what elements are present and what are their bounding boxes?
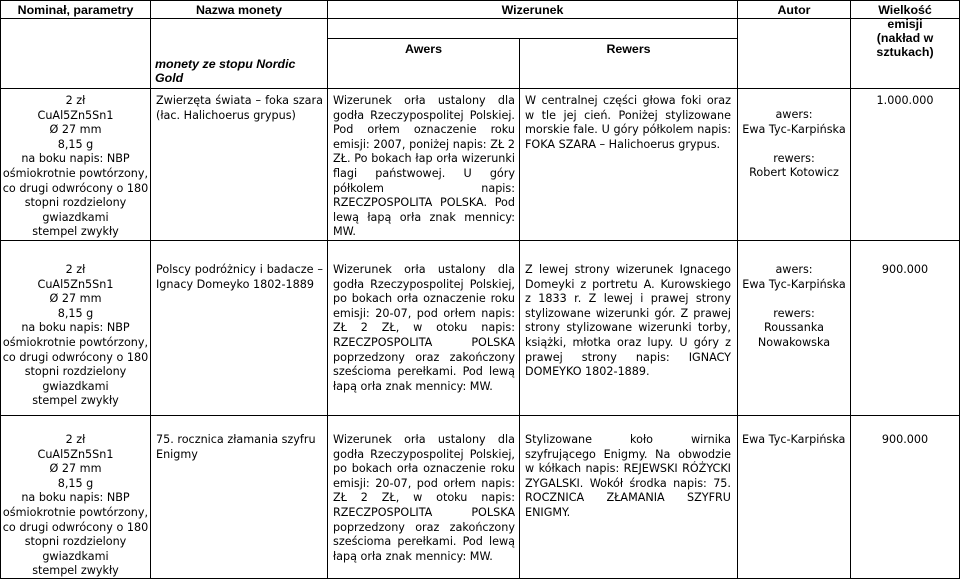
row2-author: awers: Ewa Tyc-Karpińska rewers: Roussanka Nowakowska (742, 263, 846, 349)
row3-reverse: Stylizowane koło wirnika szyfrującego Enigmy. Na obwodzie w kółkach napis: REJEWSKI RÓŻYCKI ZYGALSKI. Wokół środka napis: 75. ROCZNICA ZŁAMANIA SZYFRU ENIGMY. (525, 433, 731, 519)
row2-reverse: Z lewej strony wizerunek Ignacego Domeyki z portretu A. Kurowskiego z 1833 r. Z lewej i prawej strony stylizowane wizerunki gór. Z prawej strony stylizowane wizerunki torby, książki, młotka oraz lupy. U góry z prawej strony napis: IGNACY DOMEYKO 1802-1889. (525, 263, 731, 379)
header-reverse: Rewers (606, 42, 651, 56)
header-obverse: Awers (405, 42, 442, 56)
row2-params: 2 zł CuAl5Zn5Sn1 Ø 27 mm 8,15 g na boku napis: NBP ośmiokrotnie powtórzony, co drugi odwrócony o 180 stopni rozdzielony gwiazdkami stempel zwykły (2, 263, 149, 408)
row3-params: 2 zł CuAl5Zn5Sn1 Ø 27 mm 8,15 g na boku napis: NBP ośmiokrotnie powtórzony, co drugi odwrócony o 180 stopni rozdzielony gwiazdkami stempel zwykły (2, 433, 149, 578)
row3-mintage: 900.000 (881, 433, 929, 446)
row2-mintage: 900.000 (881, 263, 929, 276)
row2-name: Polscy podróżnicy i badacze – Ignacy Domeyko 1802-1889 (156, 263, 323, 291)
header-image: Wizerunek (501, 3, 564, 17)
header-name: Nazwa monety (195, 3, 283, 17)
row1-reverse: W centralnej części głowa foki oraz w tle jej cień. Poniżej stylizowane morskie fale. U góry półkolem napis: FOKA SZARA – Halichoerus grypus. (525, 94, 731, 151)
header-mintage: Wielkość emisji (nakład w sztukach) (876, 3, 934, 59)
header-params: Nominał, parametry (17, 3, 134, 17)
row1-author: awers: Ewa Tyc-Karpińska rewers: Robert Kotowicz (742, 108, 846, 180)
row3-author: Ewa Tyc-Karpińska (742, 433, 846, 446)
row1-mintage: 1.000.000 (876, 94, 934, 107)
row1-params: 2 zł CuAl5Zn5Sn1 Ø 27 mm 8,15 g na boku napis: NBP ośmiokrotnie powtórzony, co drugi odwrócony o 180 stopni rozdzielony gwiazdkami stempel zwykły (2, 94, 149, 239)
row2-obverse: Wizerunek orła ustalony dla godła Rzeczypospolitej Polskiej, po bokach orła oznaczenie roku emisji: 20-07, pod orłem napis: ZŁ 2 ZŁ, w otoku napis: RZECZPOSPOLITA POLSKA poprzedzony oraz zakończony sześcioma perełkami. Pod lewą łapą orła znak mennicy: MW. (333, 263, 515, 393)
row1-name: Zwierzęta świata – foka szara (łac. Halichoerus grypus) (156, 94, 323, 122)
header-author: Autor (777, 3, 811, 17)
row1-obverse: Wizerunek orła ustalony dla godła Rzeczypospolitej Polskiej. Pod orłem oznaczenie roku emisji: 2007, poniżej napis: ZŁ 2 ZŁ. Po bokach łap orła wizerunki flagi państwowej. U góry półkolem napis: RZECZPOSPOLITA POLSKA. Pod lewą łapą orła znak mennicy: MW. (333, 94, 515, 239)
row3-name: 75. rocznica złamania szyfru Enigmy (156, 433, 316, 461)
row3-obverse: Wizerunek orła ustalony dla godła Rzeczypospolitej Polskiej, po bokach orła oznaczenie roku emisji: 20-07, pod orłem napis: ZŁ 2 ZŁ, w otoku napis: RZECZPOSPOLITA POLSKA poprzedzony oraz zakończony sześcioma perełkami. Pod lewą łapą orła znak mennicy: MW. (333, 433, 515, 563)
series-label: monety ze stopu Nordic Gold (155, 57, 296, 85)
